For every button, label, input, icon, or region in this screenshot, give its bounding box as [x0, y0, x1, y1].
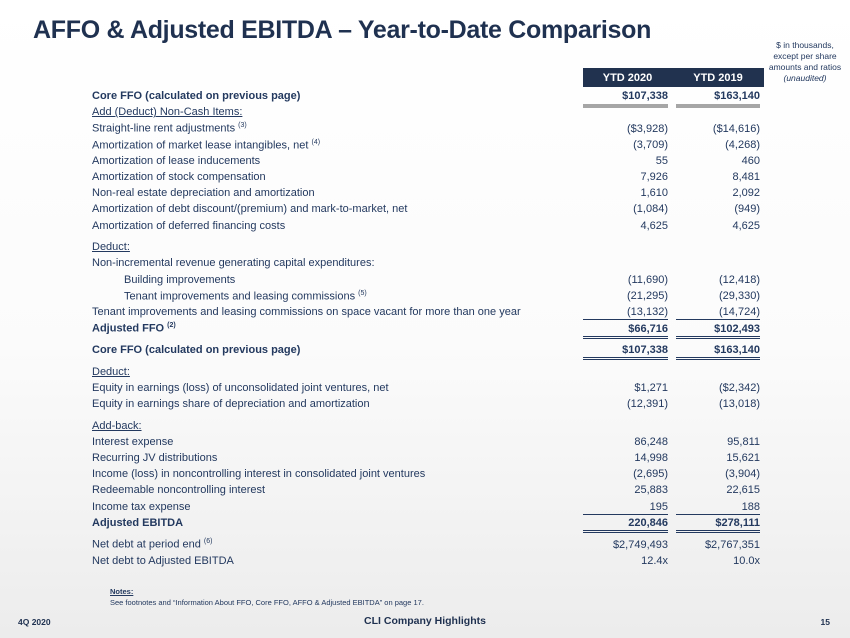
row-label: Adjusted EBITDA — [92, 516, 184, 529]
row-label: Core FFO (calculated on previous page) — [92, 343, 301, 356]
table-row — [92, 122, 768, 138]
row-label: Tenant improvements and leasing commissions $^{(5)}$ — [124, 289, 367, 303]
row-label: Deduct: — [92, 365, 130, 378]
table-row — [92, 274, 768, 290]
value-ytd-2020: (11,690) — [627, 273, 668, 286]
table-row — [92, 420, 768, 436]
row-label: Add (Deduct) Non-Cash Items: — [92, 106, 243, 119]
table-row — [92, 452, 768, 468]
table-rows — [92, 90, 768, 571]
footnote-reference: (5) — [358, 289, 367, 297]
value-ytd-2020: 86,248 — [634, 435, 668, 448]
table-row — [92, 517, 768, 533]
value-ytd-2019: (12,418) — [719, 273, 760, 286]
value-ytd-2019: $2,767,351 — [704, 539, 760, 552]
footer-quarter: 4Q 2020 — [18, 617, 51, 627]
value-ytd-2019 — [676, 249, 760, 250]
value-ytd-2020: 4,625 — [640, 219, 668, 232]
notes-block — [110, 587, 424, 609]
value-ytd-2019: ($2,342) — [719, 381, 760, 394]
value-ytd-2020: (3,709) — [633, 139, 668, 152]
row-label: Tenant improvements and leasing commissions on space vacant for more than one year — [92, 305, 521, 318]
row-label: Net debt to Adjusted EBITDA — [92, 554, 234, 567]
table-row — [92, 436, 768, 452]
row-label: Add-back: — [92, 419, 142, 432]
value-ytd-2020: $1,271 — [634, 381, 668, 394]
table-row — [92, 501, 768, 517]
value-ytd-2020: (21,295) — [627, 290, 668, 303]
table-row — [92, 538, 768, 554]
value-ytd-2019: 10.0x — [733, 554, 760, 567]
table-row — [92, 398, 768, 414]
notes-heading: Notes: — [110, 587, 134, 596]
value-ytd-2019: $163,140 — [676, 344, 760, 360]
value-ytd-2019: 460 — [741, 154, 760, 167]
value-ytd-2020 — [583, 114, 668, 115]
row-label: Income tax expense — [92, 500, 191, 513]
value-ytd-2020: $107,338 — [583, 90, 668, 108]
value-ytd-2020: 220,846 — [583, 517, 668, 533]
table-row — [92, 306, 768, 322]
footnote-reference: (2) — [167, 322, 176, 330]
value-ytd-2019: (3,904) — [725, 468, 760, 481]
table-row — [92, 290, 768, 306]
value-ytd-2020: 7,926 — [640, 170, 668, 183]
table-row — [92, 187, 768, 203]
value-ytd-2019: (13,018) — [719, 397, 760, 410]
table-row — [92, 171, 768, 187]
table-row — [92, 155, 768, 171]
value-ytd-2019: $163,140 — [676, 90, 760, 108]
table-row — [92, 257, 768, 273]
value-ytd-2020: ($3,928) — [627, 123, 668, 136]
value-ytd-2019: ($14,616) — [712, 123, 760, 136]
value-ytd-2019: 22,615 — [726, 484, 760, 497]
value-ytd-2019: 8,481 — [732, 170, 760, 183]
footnote-reference: (6) — [203, 538, 213, 546]
table-row — [92, 484, 768, 500]
value-ytd-2020: 55 — [655, 154, 668, 167]
row-label: Adjusted FFO $^{(2)}$ — [92, 322, 176, 335]
table-row — [92, 90, 768, 106]
value-ytd-2019: 15,621 — [726, 451, 760, 464]
table-row — [92, 322, 768, 338]
value-ytd-2019: 95,811 — [727, 435, 760, 448]
table-row — [92, 382, 768, 398]
value-ytd-2020: 195 — [583, 501, 668, 515]
value-ytd-2019: (949) — [734, 203, 760, 216]
value-ytd-2020: (2,695) — [633, 468, 668, 481]
notes-text: See footnotes and “Information About FFO, Core FFO, AFFO & Adjusted EBITDA” on page 17. — [110, 597, 424, 607]
row-label: Core FFO (calculated on previous page) — [92, 90, 301, 102]
value-ytd-2020: (12,391) — [627, 397, 668, 410]
row-label: Amortization of lease inducements — [92, 154, 261, 167]
value-ytd-2019 — [676, 265, 760, 266]
row-label: Amortization of market lease intangibles, net $^{(4)}$ — [92, 138, 321, 152]
table-row — [92, 468, 768, 484]
row-label: Interest expense — [92, 435, 174, 448]
row-label: Straight-line rent adjustments $^{(3)}$ — [92, 122, 247, 136]
row-label: Redeemable noncontrolling interest — [92, 484, 266, 497]
table-row — [92, 344, 768, 360]
row-label: Non-incremental revenue generating capital expenditures: — [92, 257, 375, 270]
row-label: Amortization of deferred financing costs — [92, 219, 286, 232]
value-ytd-2019 — [676, 114, 760, 115]
footnote-reference: (4) — [311, 138, 321, 146]
footer-title: CLI Company Highlights — [364, 615, 486, 627]
value-ytd-2020: $66,716 — [583, 323, 668, 339]
row-label: Building improvements — [124, 273, 236, 286]
value-ytd-2019 — [676, 428, 760, 429]
column-header-ytd-2019: YTD 2019 — [693, 71, 743, 84]
value-ytd-2020: 1,610 — [640, 187, 668, 200]
value-ytd-2019 — [676, 374, 760, 375]
row-label: Net debt at period end $^{(6)}$ — [92, 538, 213, 552]
value-ytd-2019: (29,330) — [719, 290, 760, 303]
footer-page-number: 15 — [820, 617, 830, 627]
value-ytd-2019: 2,092 — [732, 187, 760, 200]
table-row — [92, 241, 768, 257]
value-ytd-2019: 4,625 — [732, 219, 760, 232]
value-ytd-2020: 12.4x — [641, 554, 668, 567]
value-ytd-2019: (14,724) — [676, 306, 760, 320]
row-label: Amortization of stock compensation — [92, 170, 266, 183]
value-ytd-2019: $102,493 — [676, 323, 760, 339]
table-column-header-bar — [583, 68, 764, 87]
unit-note-unaudited: (unaudited) — [783, 73, 827, 84]
row-label: Recurring JV distributions — [92, 451, 218, 464]
value-ytd-2019: (4,268) — [725, 139, 760, 152]
row-label: Non-real estate depreciation and amortization — [92, 187, 315, 200]
value-ytd-2020: (1,084) — [633, 203, 668, 216]
table-row — [92, 220, 768, 236]
row-label: Income (loss) in noncontrolling interest in consolidated joint ventures — [92, 468, 426, 481]
table-row — [92, 106, 768, 122]
table-row — [92, 203, 768, 219]
comparison-table — [92, 68, 768, 571]
row-label: Deduct: — [92, 241, 130, 254]
row-label: Amortization of debt discount/(premium) and mark-to-market, net — [92, 203, 408, 216]
row-label: Equity in earnings (loss) of unconsolidated joint ventures, net — [92, 381, 389, 394]
value-ytd-2019: 188 — [676, 501, 760, 515]
page-title: AFFO & Adjusted EBITDA – Year-to-Date Comparison — [33, 16, 652, 44]
value-ytd-2020: (13,132) — [583, 306, 668, 320]
value-ytd-2019: $278,111 — [676, 517, 760, 533]
value-ytd-2020: $2,749,493 — [612, 539, 668, 552]
value-ytd-2020 — [583, 249, 668, 250]
table-row — [92, 139, 768, 155]
row-label: Equity in earnings share of depreciation and amortization — [92, 397, 370, 410]
unit-note — [763, 40, 847, 84]
footnote-reference: (3) — [238, 122, 247, 130]
column-header-ytd-2020: YTD 2020 — [602, 71, 653, 84]
value-ytd-2020: 25,883 — [634, 484, 668, 497]
value-ytd-2020 — [583, 374, 668, 375]
value-ytd-2020 — [583, 428, 668, 429]
value-ytd-2020: $107,338 — [583, 344, 668, 360]
table-row — [92, 366, 768, 382]
value-ytd-2020 — [583, 265, 668, 266]
table-row — [92, 555, 768, 571]
unit-note-text: $ in thousands, except per share amounts and ratios — [768, 40, 842, 73]
value-ytd-2020: 14,998 — [634, 451, 668, 464]
